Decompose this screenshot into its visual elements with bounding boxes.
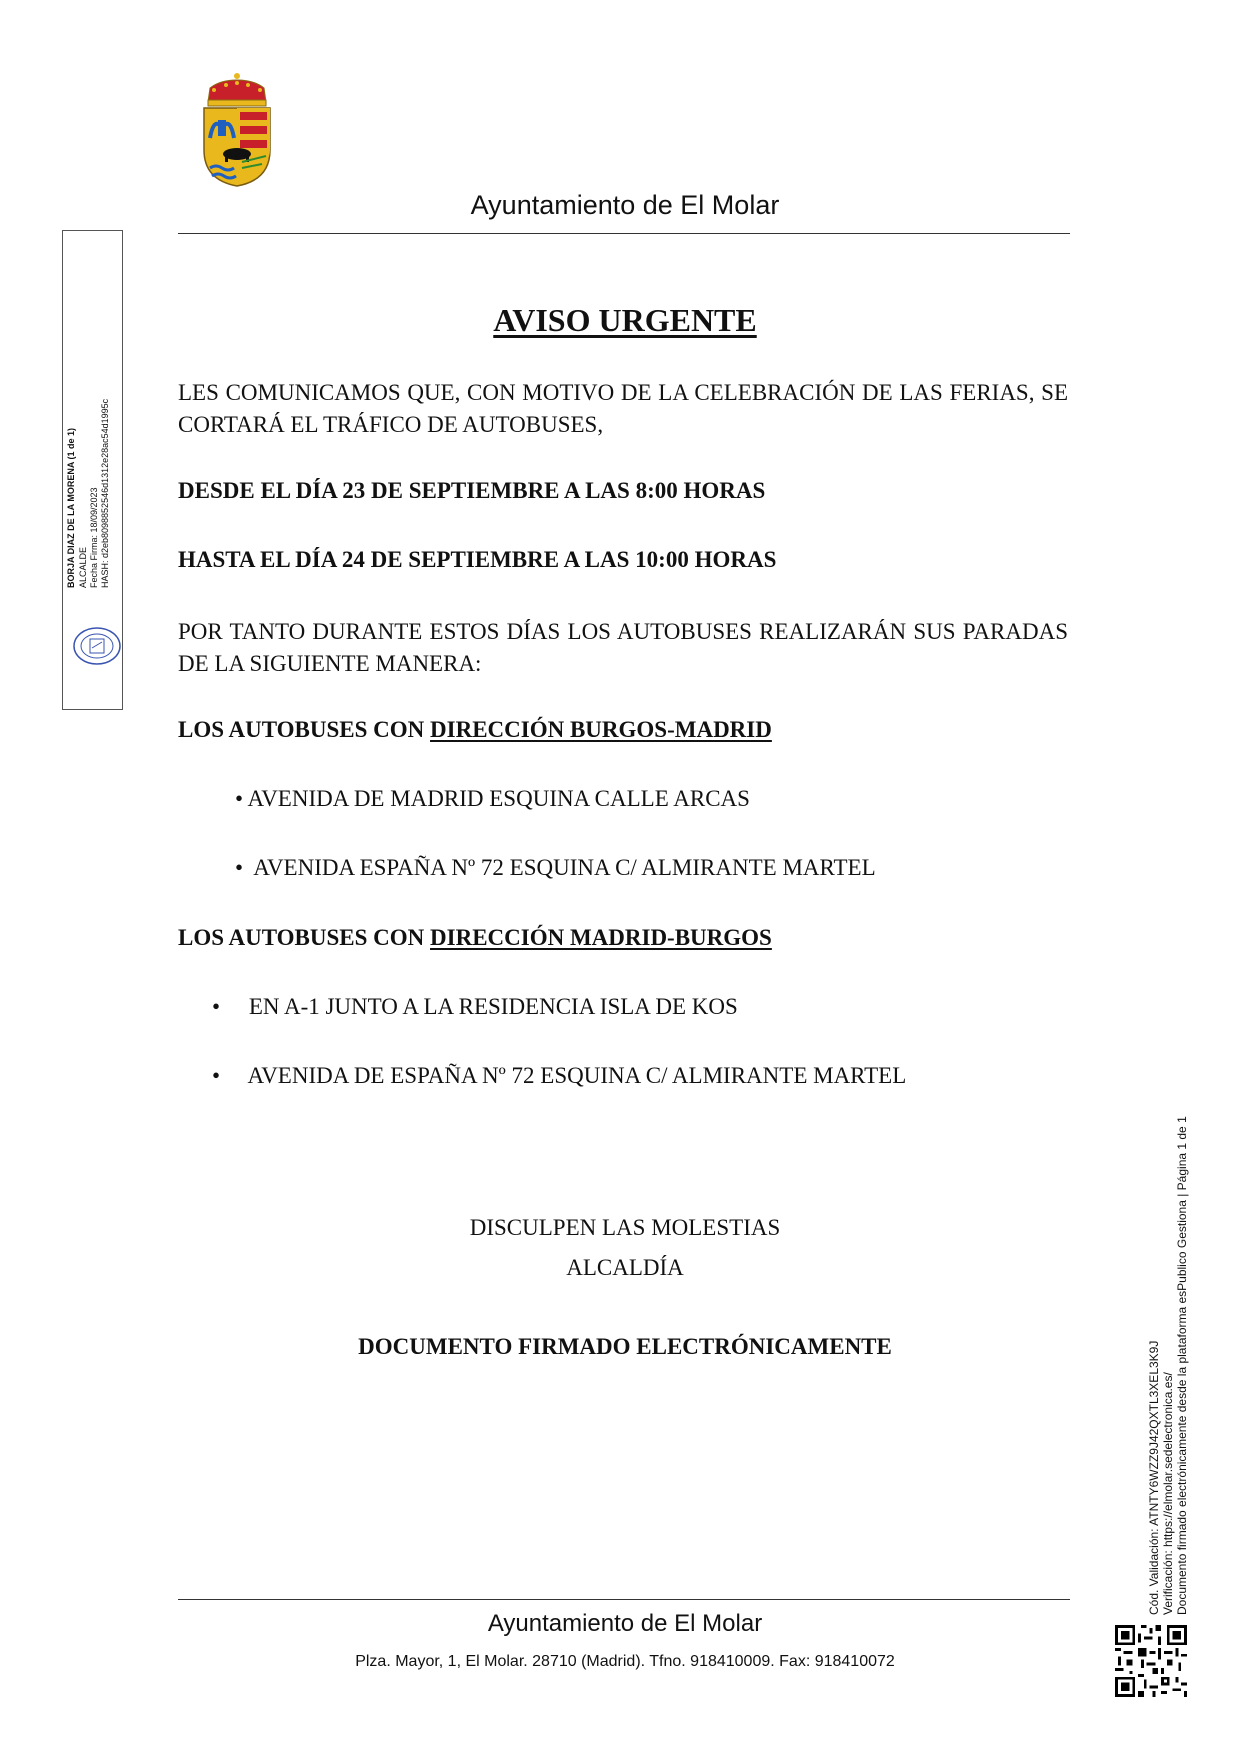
list-item [212, 994, 738, 1020]
validation-code: Cód. Validación: ATNTY6WZZ9J42QXTL3XEL3K9J [1147, 1340, 1161, 1615]
start-date-line: DESDE EL DÍA 23 DE SEPTIEMBRE A LAS 8:00 HORAS [178, 478, 766, 503]
list-item [212, 1063, 906, 1089]
bullet-icon: • [235, 855, 244, 880]
signature-hash: HASH: d2eb8098852546d1312e28ac54d1995c [100, 398, 110, 588]
footer-divider [178, 1599, 1070, 1600]
apology-text: DISCULPEN LAS MOLESTIAS [469, 1215, 781, 1240]
stop-text: EN A-1 JUNTO A LA RESIDENCIA ISLA DE KOS [248, 994, 738, 1019]
stop-text: AVENIDA DE MADRID ESQUINA CALLE ARCAS [247, 786, 750, 811]
stops-paragraph: POR TANTO DURANTE ESTOS DÍAS LOS AUTOBUSES REALIZARÁN SUS PARADAS DE LA SIGUIENTE MANERA: [178, 619, 1068, 676]
platform-note: Documento firmado electrónicamente desde la plataforma esPublico Gestiona | Página 1 de 1 [1175, 1116, 1189, 1615]
intro-paragraph: LES COMUNICAMOS QUE, CON MOTIVO DE LA CELEBRACIÓN DE LAS FERIAS, SE CORTARÁ EL TRÁFICO DE AUTOBUSES, [178, 380, 1068, 437]
issuing-office: ALCALDÍA [566, 1255, 684, 1280]
stop-text: AVENIDA DE ESPAÑA Nº 72 ESQUINA C/ ALMIRANTE MARTEL [247, 1063, 907, 1088]
end-date-line: HASTA EL DÍA 24 DE SEPTIEMBRE A LAS 10:00 HORAS [178, 547, 777, 572]
footer-title: Ayuntamiento de El Molar [487, 1610, 763, 1637]
bullet-icon: • [212, 994, 221, 1019]
stop-text: AVENIDA ESPAÑA Nº 72 ESQUINA C/ ALMIRANTE MARTEL [253, 855, 876, 880]
signer-role: ALCALDE [78, 546, 88, 588]
verification-url[interactable]: Verificación: https://elmolar.sedelectronica.es/ [1161, 1372, 1175, 1615]
route-heading-madrid-burgos [178, 925, 772, 951]
signature-date: Fecha Firma: 18/09/2023 [89, 487, 99, 588]
header-divider [178, 233, 1070, 234]
route-heading-prefix: LOS AUTOBUSES CON [178, 925, 425, 950]
footer-address: Plza. Mayor, 1, El Molar. 28710 (Madrid). Tfno. 918410009. Fax: 918410072 [355, 1653, 895, 1670]
list-item [235, 786, 750, 812]
header-title: Ayuntamiento de El Molar [470, 190, 780, 220]
notice-title: AVISO URGENTE [493, 302, 757, 338]
list-item [235, 855, 876, 881]
bullet-icon: • [235, 786, 244, 811]
route-direction: DIRECCIÓN BURGOS-MADRID [430, 717, 772, 742]
route-heading-prefix: LOS AUTOBUSES CON [178, 717, 425, 742]
qr-code-icon [1115, 1625, 1187, 1697]
official-seal-icon [72, 626, 122, 666]
route-direction: DIRECCIÓN MADRID-BURGOS [430, 925, 772, 950]
coat-of-arms-icon [200, 72, 274, 188]
bullet-icon: • [212, 1063, 221, 1088]
signer-name: BORJA DIAZ DE LA MORENA (1 de 1) [66, 427, 76, 588]
route-heading-burgos-madrid [178, 717, 772, 743]
electronic-signature-note: DOCUMENTO FIRMADO ELECTRÓNICAMENTE [358, 1334, 892, 1359]
